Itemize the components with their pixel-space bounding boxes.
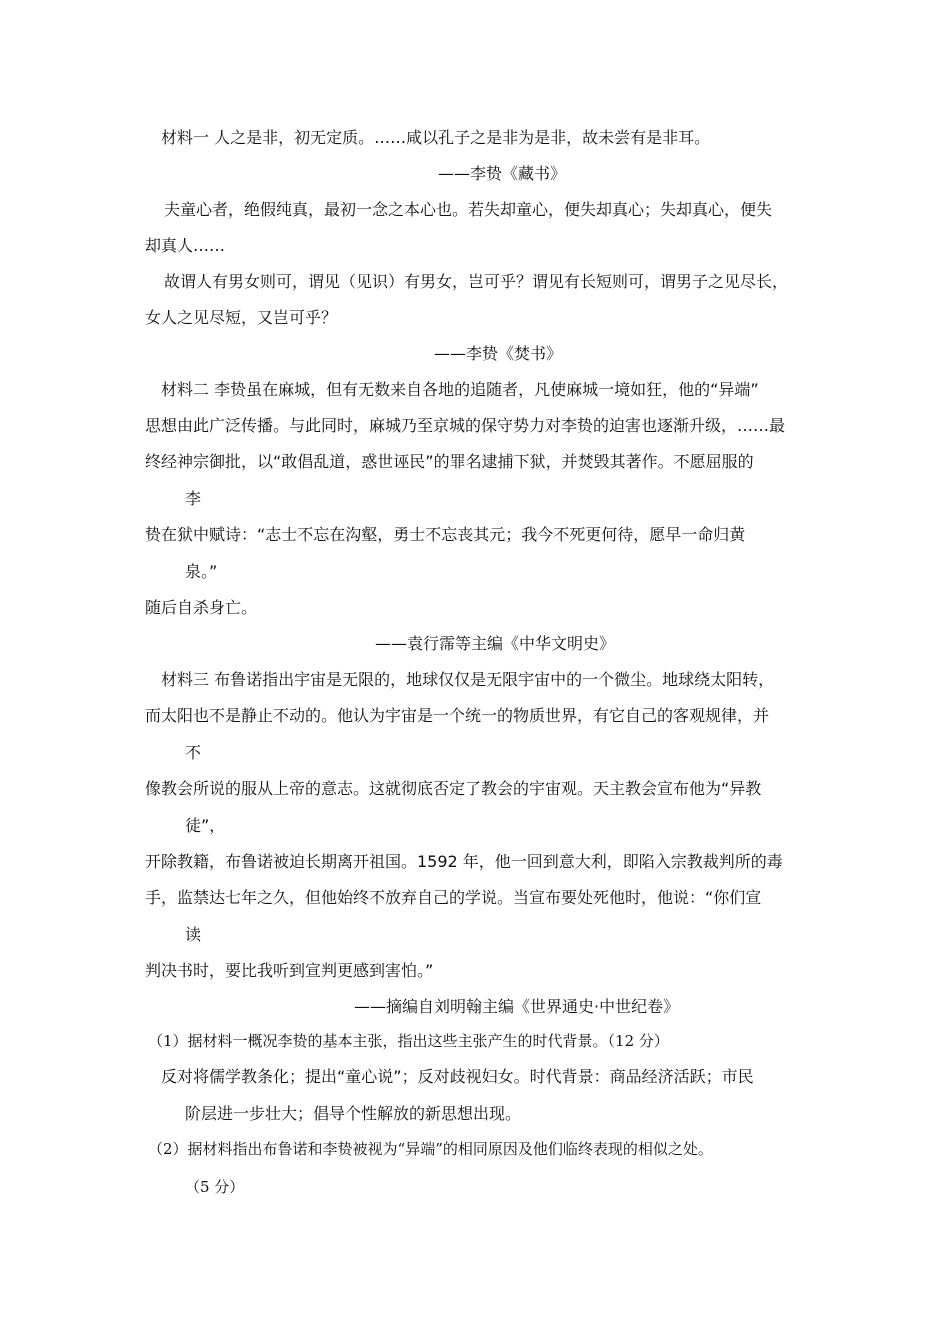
material3-line7: 手，监禁达七年之久，但他始终不放弃自己的学说。当宣布要处死他时，他说：“你们宣 (145, 888, 762, 907)
material2-line6: 泉。” (185, 562, 218, 581)
material3-line6: 开除教籍，布鲁诺被迫长期离开祖国。1592 年，他一回到意大利，即陷入宗教裁判所的毒 (145, 852, 783, 871)
question1-answer-line1: 反对将儒学教条化；提出“童心说”；反对歧视妇女。时代背景：商品经济活跃；市民 (161, 1067, 754, 1086)
question1-answer-line2: 阶层进一步壮大；倡导个性解放的新思想出现。 (185, 1104, 522, 1123)
material3-source: ——摘编自刘明翰主编《世界通史·中世纪卷》 (354, 997, 680, 1016)
question2-text: （2）据材料指出布鲁诺和李贽被视为“异端”的相同原因及他们临终表现的相似之处。 (148, 1140, 713, 1158)
material2-line1: 材料二 李贽虽在麻城，但有无数来自各地的追随者，凡使麻城一境如狂，他的“异端” (161, 380, 759, 399)
material2-line4: 李 (185, 489, 202, 508)
question2-score: （5 分） (185, 1178, 245, 1196)
material2-line3: 终经神宗御批，以“敢倡乱道，惑世诬民”的罪名逮捕下狱，并焚毁其著作。不愿屈服的 (145, 452, 754, 471)
material2-line7: 随后自杀身亡。 (145, 598, 258, 617)
material3-line2: 而太阳也不是静止不动的。他认为宇宙是一个统一的物质世界，有它自己的客观规律，并 (145, 706, 770, 725)
question1-text: （1）据材料一概况李贽的基本主张，指出这些主张产生的时代背景。（12 分） (148, 1032, 669, 1050)
material3-line3: 不 (185, 743, 202, 762)
material3-line9: 判决书时，要比我听到宣判更感到害怕。” (145, 961, 434, 980)
material1-para3-line2: 女人之见尽短，又岂可乎？ (145, 308, 338, 327)
material3-line4: 像教会所说的服从上帝的意志。这就彻底否定了教会的宇宙观。天主教会宣布他为“异教 (145, 779, 762, 798)
material3-line5: 徒”， (185, 816, 226, 835)
material1-para2-line1: 夫童心者，绝假纯真，最初一念之本心也。若失却童心，便失却真心；失却真心，便失 (164, 200, 773, 219)
material2-line5: 贽在狱中赋诗：“志士不忘在沟壑，勇士不忘丧其元；我今不死更何待，愿早一命归黄 (145, 525, 746, 544)
material1-source1: ——李贽《藏书》 (438, 164, 567, 183)
material1-para3-line1: 故谓人有男女则可，谓见（见识）有男女，岂可乎？谓见有长短则可，谓男子之见尽长， (164, 272, 789, 291)
material3-line1: 材料三 布鲁诺指出宇宙是无限的，地球仅仅是无限宇宙中的一个微尘。地球绕太阳转， (161, 670, 775, 689)
material1-para2-line2: 却真人…… (145, 236, 226, 255)
material2-source: ——袁行霈等主编《中华文明史》 (375, 634, 616, 653)
material1-line1: 材料一 人之是非，初无定质。……咸以孔子之是非为是非，故未尝有是非耳。 (161, 128, 711, 147)
material1-source2: ——李贽《焚书》 (434, 344, 563, 363)
material2-line2: 思想由此广泛传播。与此同时，麻城乃至京城的保守势力对李贽的迫害也逐渐升级，……最 (145, 416, 786, 435)
material3-line8: 读 (185, 925, 202, 944)
